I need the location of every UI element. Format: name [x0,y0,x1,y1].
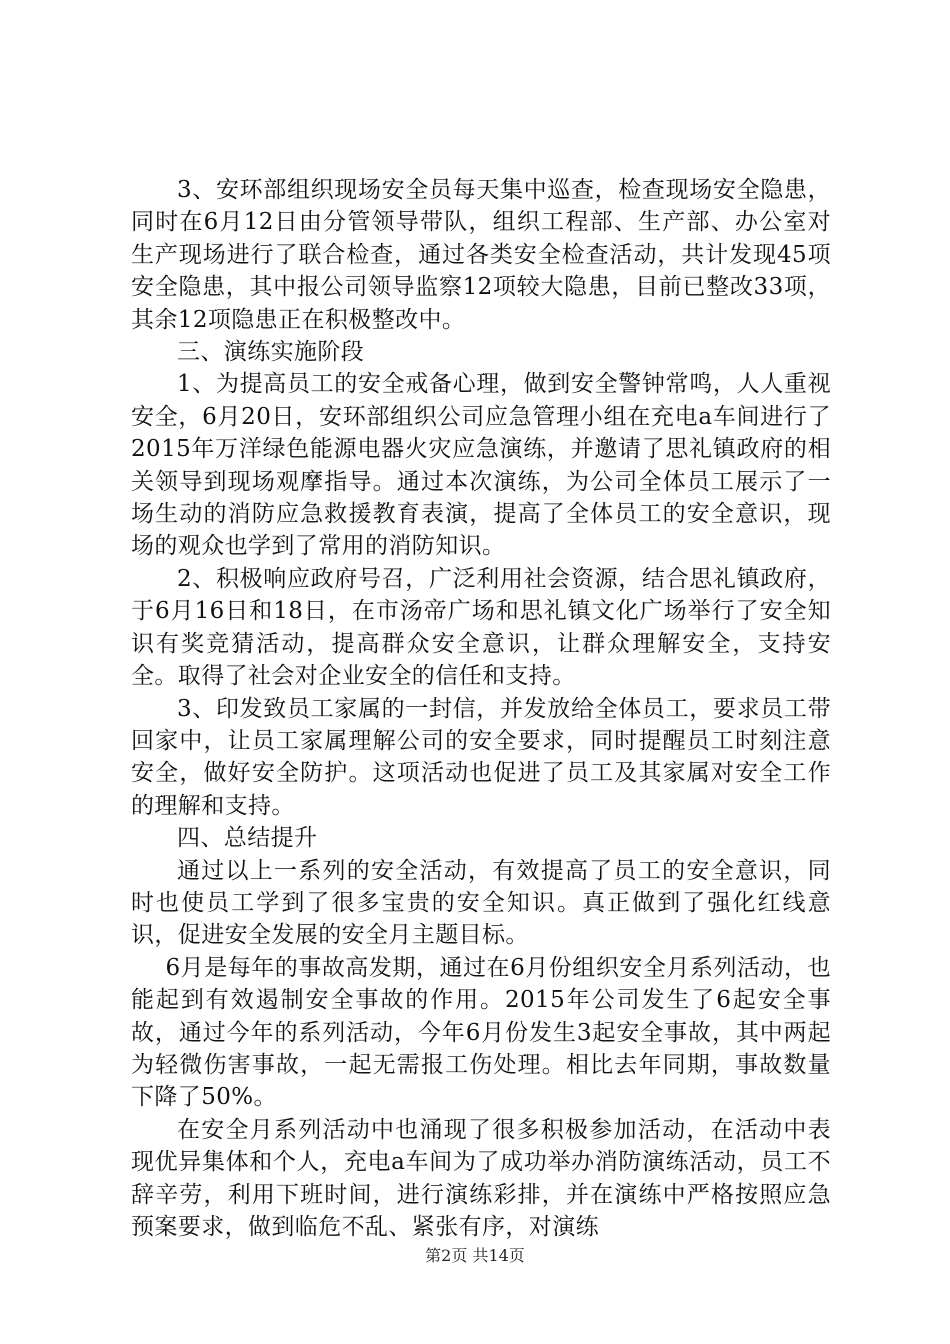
document-body [131,174,831,1243]
paragraph-family-letter: 3、印发致员工家属的一封信，并发放给全体员工，要求员工带回家中，让员工家属理解公司的安全要求，同时提醒员工时刻注意安全，做好安全防护。这项活动也促进了员工及其家属对安全工作的理解和支持。 [131,695,831,819]
paragraph-accident-stats: 6月是每年的事故高发期，通过在6月份组织安全月系列活动，也能起到有效遏制安全事故的作用。2015年公司发生了6起安全事故，通过今年的系列活动，今年6月份发生3起安全事故，其中两起为轻微伤害事故，一起无需报工伤处理。相比去年同期，事故数量下降了50%。 [131,954,831,1111]
section-heading-drill: 三、演练实施阶段 [177,339,365,366]
paragraph-inspection: 3、安环部组织现场安全员每天集中巡查，检查现场安全隐患，同时在6月12日由分管领导带队，组织工程部、生产部、办公室对生产现场进行了联合检查，通过各类安全检查活动，共计发现45项安全隐患，其中报公司领导监察12项较大隐患，目前已整改33项，其余12项隐患正在积极整改中。 [131,177,831,333]
page-number-footer: 第2页 共14页 [425,1246,525,1265]
paragraph-quiz-activity: 2、积极响应政府号召，广泛利用社会资源，结合思礼镇政府，于6月16日和18日，在市汤帝广场和思礼镇文化广场举行了安全知识有奖竞猜活动，提高群众安全意识，让群众理解安全，支持安全。取得了社会对企业安全的信任和支持。 [131,565,831,690]
paragraph-commendation: 在安全月系列活动中也涌现了很多积极参加活动，在活动中表现优异集体和个人，充电a车间为了成功举办消防演练活动，员工不辞辛劳，利用下班时间，进行演练彩排，并在演练中严格按照应急预案要求，做到临危不乱、紧张有序，对演练 [131,1116,831,1240]
section-heading-summary: 四、总结提升 [177,825,318,852]
paragraph-fire-drill: 1、为提高员工的安全戒备心理，做到安全警钟常鸣，人人重视安全，6月20日，安环部组织公司应急管理小组在充电a车间进行了2015年万洋绿色能源电器火灾应急演练，并邀请了思礼镇政府的相关领导到现场观摩指导。通过本次演练，为公司全体员工展示了一场生动的消防应急救援教育表演，提高了全体员工的安全意识，现场的观众也学到了常用的消防知识。 [131,371,831,560]
paragraph-summary: 通过以上一系列的安全活动，有效提高了员工的安全意识，同时也使员工学到了很多宝贵的安全知识。真正做到了强化红线意识，促进安全发展的安全月主题目标。 [131,857,831,949]
